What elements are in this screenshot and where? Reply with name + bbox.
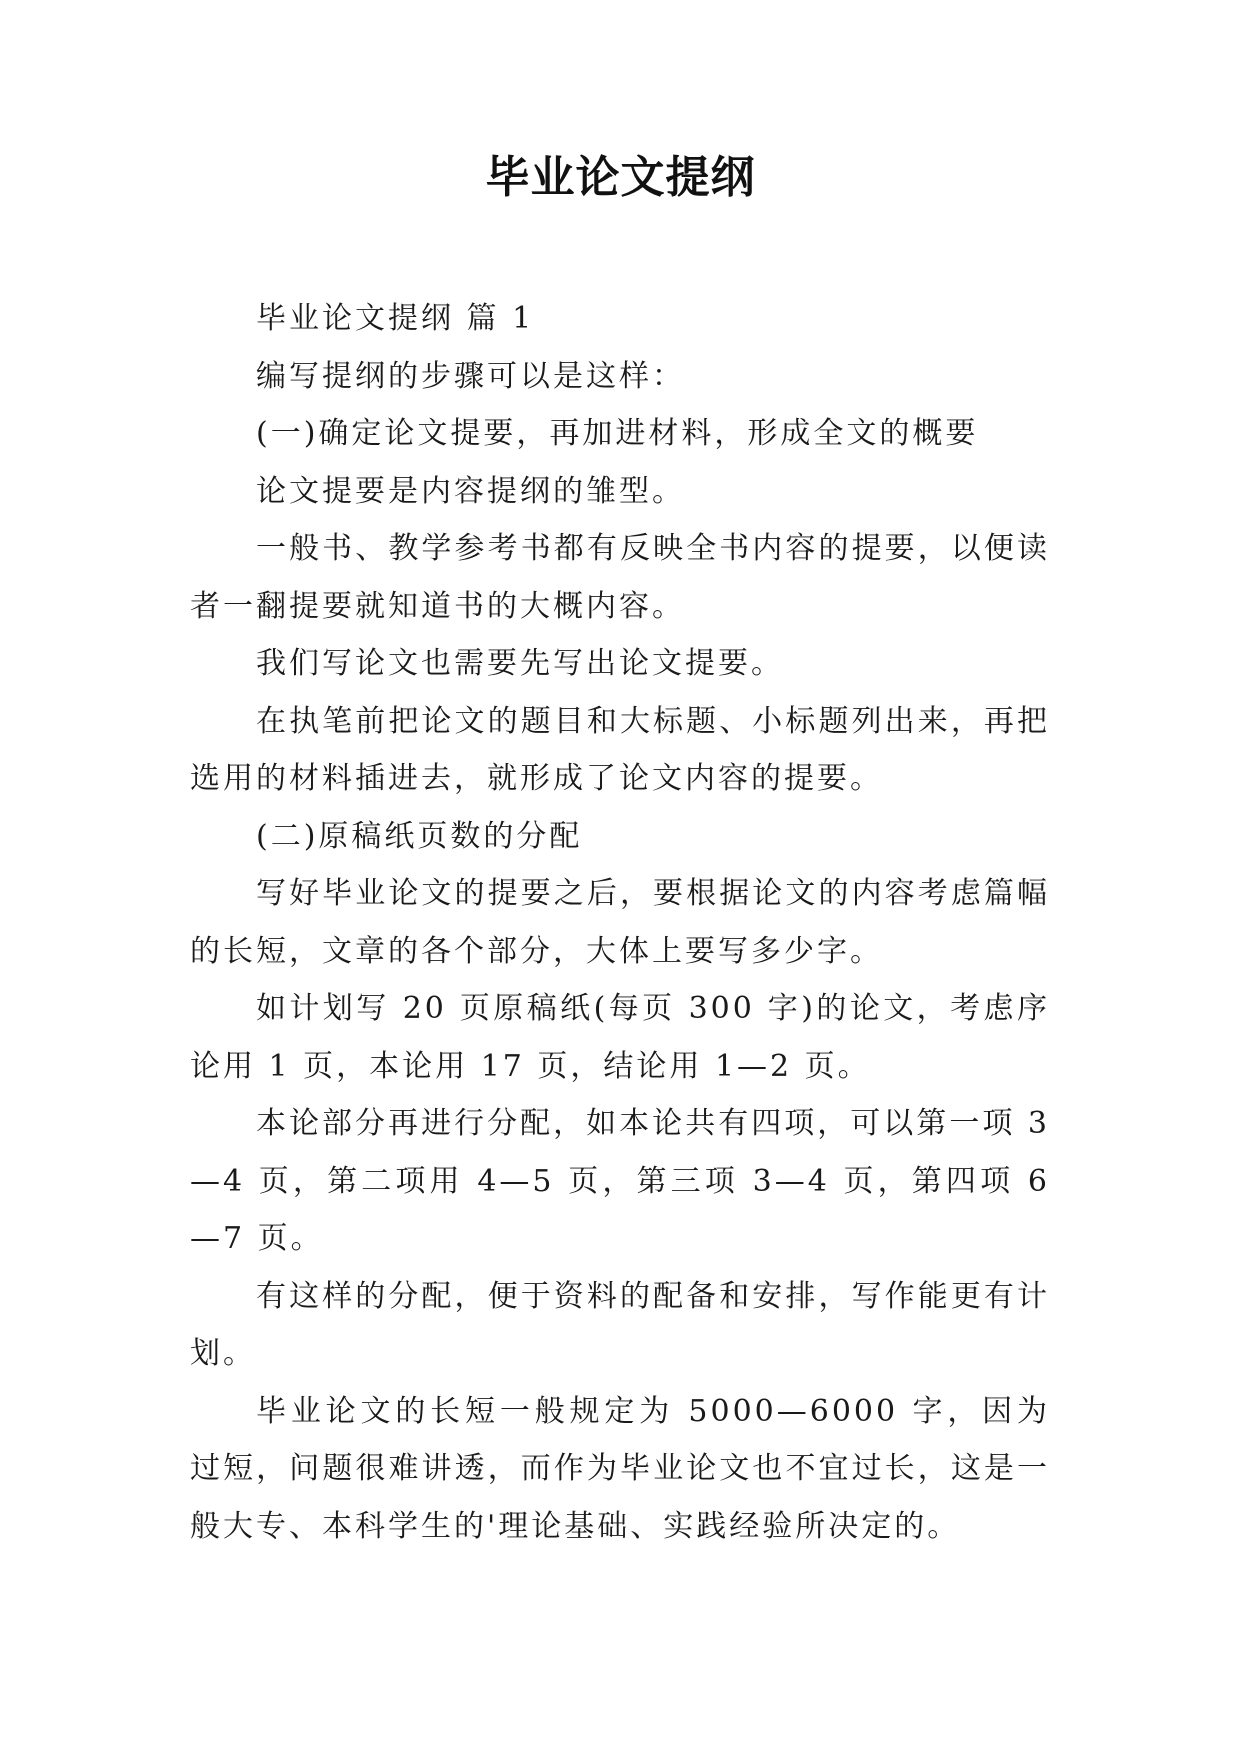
paragraph: 写好毕业论文的提要之后，要根据论文的内容考虑篇幅的长短，文章的各个部分，大体上要写多少字。: [190, 876, 1050, 969]
paragraph: 毕业论文的长短一般规定为 5000—6000 字，因为过短，问题很难讲透，而作为毕业论文也不宜过长，这是一般大专、本科学生的'理论基础、实践经验所决定的。: [190, 1393, 1050, 1544]
document-body: [190, 290, 1050, 1555]
paragraph: 一般书、教学参考书都有反映全书内容的提要，以便读者一翻提要就知道书的大概内容。: [190, 531, 1050, 624]
section-heading-1: (一)确定论文提要，再加进材料，形成全文的概要: [256, 416, 979, 451]
paragraph: 论文提要是内容提纲的雏型。: [256, 473, 685, 509]
paragraph: 编写提纲的步骤可以是这样：: [256, 358, 685, 394]
paragraph: 本论部分再进行分配，如本论共有四项，可以第一项 3—4 页，第二项用 4—5 页，第三项 3—4 页，第四项 6—7 页。: [190, 1106, 1050, 1256]
paragraph: 如计划写 20 页原稿纸(每页 300 字)的论文，考虑序论用 1 页，本论用 17 页，结论用 1—2 页。: [190, 991, 1050, 1084]
paragraph-heading-1: 毕业论文提纲 篇 1: [256, 301, 535, 336]
section-heading-2: (二)原稿纸页数的分配: [256, 818, 583, 854]
paragraph: 我们写论文也需要先写出论文提要。: [256, 646, 784, 681]
paragraph: 有这样的分配，便于资料的配备和安排，写作能更有计划。: [190, 1278, 1050, 1371]
paragraph: 在执笔前把论文的题目和大标题、小标题列出来，再把选用的材料插进去，就形成了论文内容的提要。: [190, 703, 1050, 796]
document-title: 毕业论文提纲: [485, 152, 756, 203]
